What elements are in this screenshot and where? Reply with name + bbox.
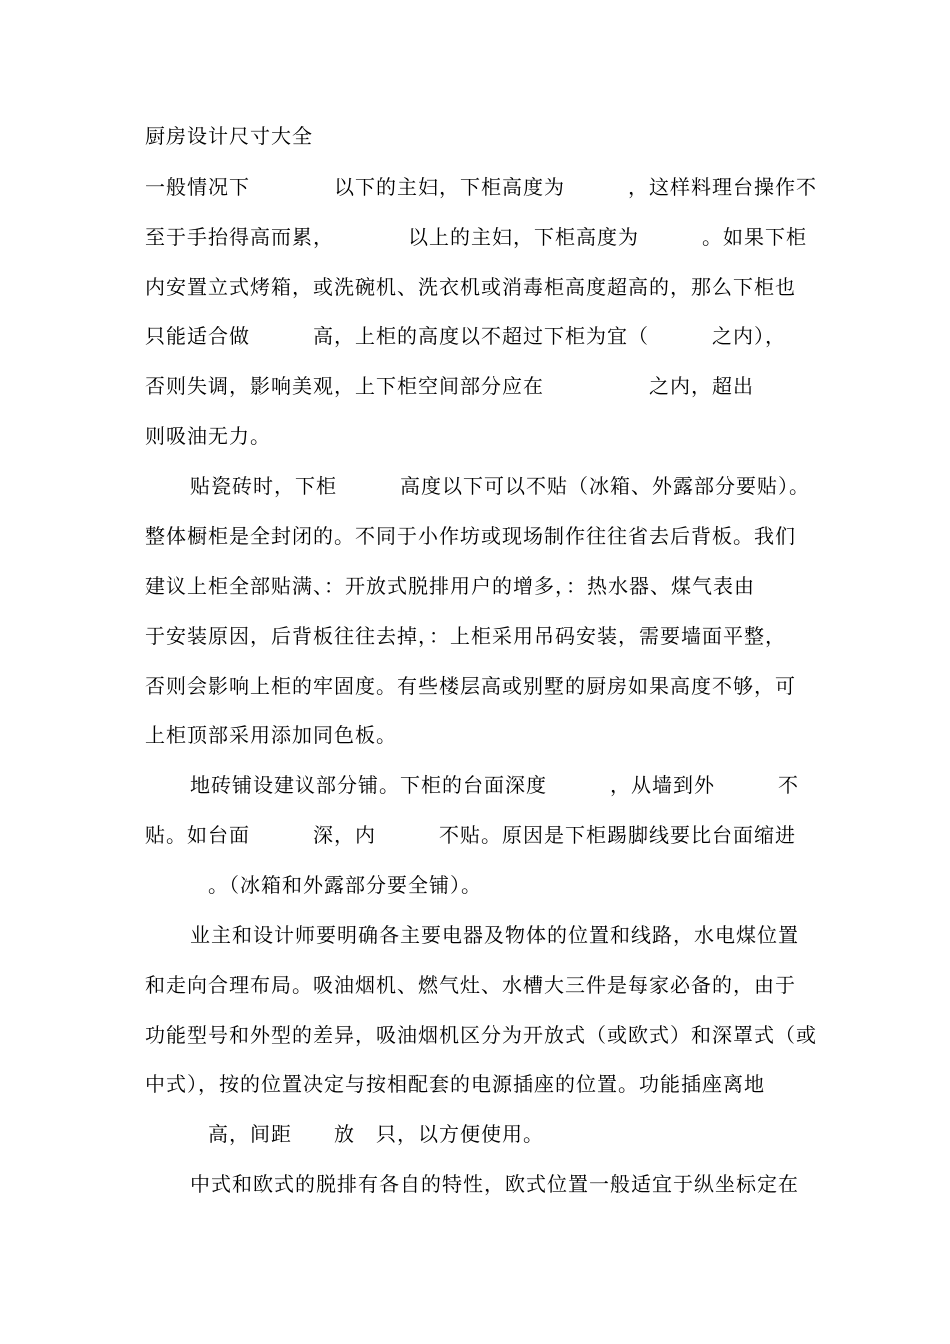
paragraph-line: 则吸油无力。 bbox=[145, 424, 271, 448]
paragraph-line: 内安置立式烤箱，或洗碗机、洗衣机或消毒柜高度超高的，那么下柜也 bbox=[145, 275, 796, 299]
paragraph-line: 否则失调，影响美观，上下柜空间部分应在 之内，超出 bbox=[145, 374, 754, 398]
paragraph-line: 和走向合理布局。吸油烟机、燃气灶、水槽大三件是每家必备的，由于 bbox=[145, 973, 796, 997]
paragraph-line: 整体橱柜是全封闭的。不同于小作坊或现场制作往往省去后背板。我们 bbox=[145, 524, 796, 548]
paragraph-line: 建议上柜全部贴满、：开放式脱排用户的增多，：热水器、煤气表由 bbox=[145, 574, 755, 598]
paragraph-line: 否则会影响上柜的牢固度。有些楼层高或别墅的厨房如果高度不够，可 bbox=[145, 674, 796, 698]
paragraph-line: 业主和设计师要明确各主要电器及物体的位置和线路，水电煤位置 bbox=[190, 923, 799, 947]
paragraph-line: 贴瓷砖时，下柜 高度以下可以不贴（冰箱、外露部分要贴）。 bbox=[190, 474, 810, 498]
paragraph-line: 至于手抬得高而累， 以上的主妇，下柜高度为 。如果下柜 bbox=[145, 225, 807, 249]
paragraph-line: 一般情况下 以下的主妇，下柜高度为 ，这样料理台操作不 bbox=[145, 175, 817, 199]
paragraph-line: 中式和欧式的脱排有各自的特性，欧式位置一般适宜于纵坐标定在 bbox=[190, 1172, 799, 1196]
paragraph-line: 高，间距 放 只，以方便使用。 bbox=[145, 1122, 544, 1146]
paragraph-line: 中式），按的位置决定与按相配套的电源插座的位置。功能插座离地 bbox=[145, 1072, 765, 1096]
paragraph-line: 于安装原因，后背板往往去掉，：上柜采用吊码安装，需要墙面平整， bbox=[145, 624, 786, 648]
paragraph-line: 上柜顶部采用添加同色板。 bbox=[145, 723, 397, 747]
paragraph-line: 。（冰箱和外露部分要全铺）。 bbox=[145, 873, 482, 897]
document-title: 厨房设计尺寸大全 bbox=[145, 124, 313, 148]
paragraph-line: 功能型号和外型的差异，吸油烟机区分为开放式（或欧式）和深罩式（或 bbox=[145, 1023, 817, 1047]
paragraph-line: 只能适合做 高，上柜的高度以不超过下柜为宜（ 之内）， bbox=[145, 324, 786, 348]
paragraph-line: 地砖铺设建议部分铺。下柜的台面深度 ，从墙到外 不 bbox=[190, 773, 799, 797]
paragraph-line: 贴。如台面 深，内 不贴。原因是下柜踢脚线要比台面缩进 bbox=[145, 823, 796, 847]
